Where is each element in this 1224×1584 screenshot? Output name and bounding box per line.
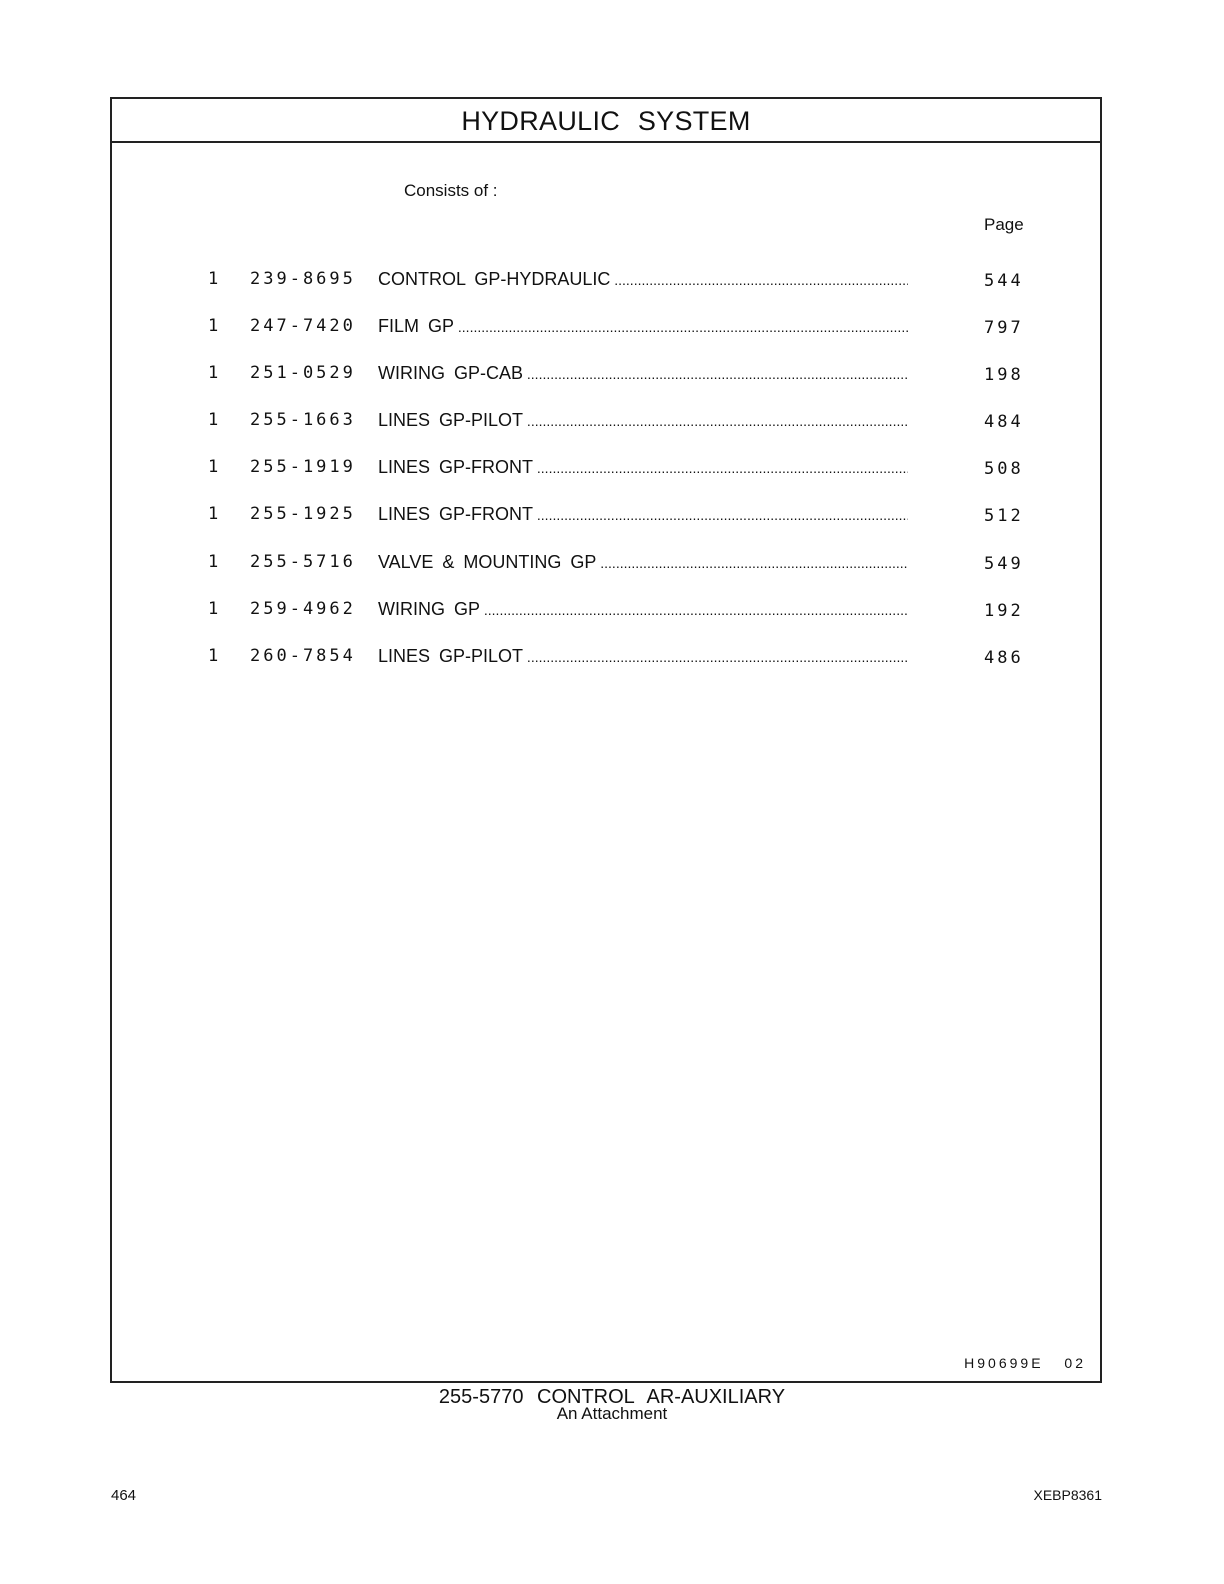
quantity: 1 bbox=[208, 551, 219, 572]
parts-list bbox=[112, 269, 1100, 693]
list-item bbox=[112, 410, 1100, 457]
page-column-header: Page bbox=[984, 215, 1024, 234]
part-description: LINES GP-FRONT ..... bbox=[378, 504, 908, 526]
page-number: 464 bbox=[111, 1487, 137, 1504]
parts-frame bbox=[110, 97, 1102, 1383]
page-reference: 797 bbox=[984, 318, 1024, 339]
quantity: 1 bbox=[208, 410, 219, 431]
part-number: 247-7420 bbox=[250, 316, 356, 337]
page-reference: 198 bbox=[984, 365, 1024, 386]
part-number: 255-5716 bbox=[250, 551, 356, 572]
quantity: 1 bbox=[208, 504, 219, 525]
arrangement-title: 255-5770 CONTROL AR-AUXILIARY bbox=[438, 1386, 786, 1408]
list-item bbox=[112, 646, 1100, 693]
part-description: WIRING GP-CAB ..... bbox=[378, 363, 908, 385]
list-item bbox=[112, 552, 1100, 599]
document-id: XEBP8361 bbox=[1033, 1487, 1102, 1503]
part-number: 259-4962 bbox=[250, 598, 356, 619]
part-number: 255-1919 bbox=[250, 457, 356, 478]
section-title: HYDRAULIC SYSTEM bbox=[112, 99, 1100, 143]
page-reference: 486 bbox=[984, 647, 1024, 668]
quantity: 1 bbox=[208, 316, 219, 337]
part-description: FILM GP ..... bbox=[378, 316, 908, 338]
page-reference: 484 bbox=[984, 412, 1024, 433]
list-item bbox=[112, 363, 1100, 410]
page-reference: 549 bbox=[984, 553, 1024, 574]
part-description: CONTROL GP-HYDRAULIC ..... bbox=[378, 269, 908, 291]
page-reference: 192 bbox=[984, 600, 1024, 621]
part-description: LINES GP-PILOT ..... bbox=[378, 646, 908, 668]
part-number: 239-8695 bbox=[250, 269, 356, 289]
arrangement-subtitle: An Attachment bbox=[556, 1404, 668, 1423]
part-description: LINES GP-FRONT ..... bbox=[378, 457, 908, 479]
part-description: WIRING GP ..... bbox=[378, 599, 908, 621]
list-item bbox=[112, 599, 1100, 646]
list-item bbox=[112, 269, 1100, 316]
quantity: 1 bbox=[208, 269, 219, 289]
quantity: 1 bbox=[208, 645, 219, 666]
consists-of-label: Consists of : bbox=[404, 181, 498, 200]
illustration-code: H90699E 02 bbox=[964, 1355, 1086, 1371]
part-number: 251-0529 bbox=[250, 363, 356, 384]
list-item bbox=[112, 457, 1100, 504]
part-number: 255-1663 bbox=[250, 410, 356, 431]
list-item bbox=[112, 316, 1100, 363]
quantity: 1 bbox=[208, 363, 219, 384]
part-description: VALVE & MOUNTING GP ..... bbox=[378, 552, 908, 574]
part-description: LINES GP-PILOT ..... bbox=[378, 410, 908, 432]
page-reference: 544 bbox=[984, 271, 1024, 291]
page-reference: 512 bbox=[984, 506, 1024, 527]
part-number: 255-1925 bbox=[250, 504, 356, 525]
list-item bbox=[112, 504, 1100, 551]
quantity: 1 bbox=[208, 598, 219, 619]
page-reference: 508 bbox=[984, 459, 1024, 480]
part-number: 260-7854 bbox=[250, 645, 356, 666]
quantity: 1 bbox=[208, 457, 219, 478]
